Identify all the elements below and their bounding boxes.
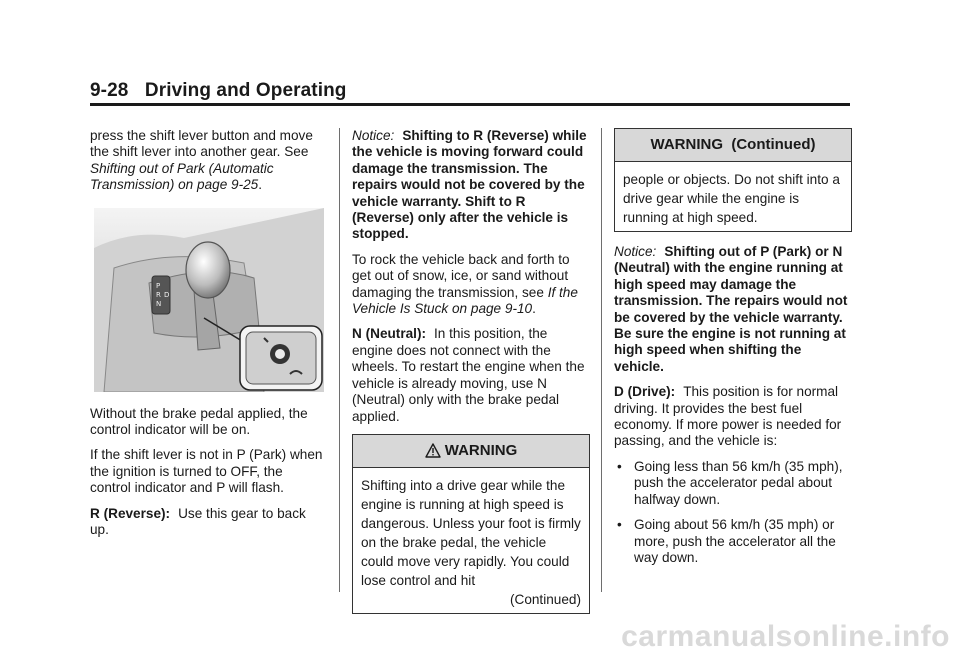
warning-text: Shifting into a drive gear while the engine is running at high speed is dangerous. Unless your foot is firmly on the brake pedal, the vehicle could move very rapidly. You could lose control and hit — [361, 477, 581, 588]
shift-lever-illustration — [94, 208, 324, 392]
bullet-icon: • — [617, 517, 622, 533]
warning-body — [353, 468, 589, 613]
warning-continued-header: WARNING (Continued) — [615, 129, 851, 162]
notice-reverse: Notice: Shifting to R (Reverse) while the vehicle is moving forward could damage the transmission. The repairs would not be covered by the vehicle warranty. Shift to R (Reverse) only after the vehicle is stopped. — [352, 128, 587, 242]
column-2 — [352, 128, 590, 626]
list-item: • Going about 56 km/h (35 mph) or more, push the accelerator all the way down. — [617, 517, 836, 565]
notice-label: Notice: — [352, 128, 395, 143]
svg-text:P: P — [156, 281, 161, 290]
column-3 — [614, 128, 852, 575]
warning-continued-text: people or objects. Do not shift into a drive gear while the engine is running at high speed. — [623, 172, 840, 225]
warning-continued-box — [614, 128, 852, 232]
header-rule — [90, 103, 850, 106]
section-title: Driving and Operating — [144, 80, 347, 101]
paragraph-brake-indicator: Without the brake pedal applied, the control indicator will be on. — [90, 405, 308, 438]
paragraph-shift-flash: If the shift lever is not in P (Park) when the ignition is turned to OFF, the control indicator and P will flash. — [90, 447, 323, 496]
paragraph-rock-vehicle: To rock the vehicle back and forth to get out of snow, ice, or sand without damaging the transmission, see If the Vehicle Is Stuck on page 9-10. — [352, 251, 578, 317]
page-number: 9-28 — [90, 80, 129, 101]
svg-text:N: N — [156, 299, 162, 308]
warning-box — [352, 434, 590, 614]
notice-park-neutral: Notice: Shifting out of P (Park) or N (Neutral) with the engine running at high speed may damage the transmission. The repairs would not be covered by the vehicle warranty. Be sure the engine is not running at high speed when shifting the vehicle. — [614, 244, 848, 374]
column-1 — [90, 128, 326, 547]
paragraph-reverse: R (Reverse): Use this gear to back up. — [90, 505, 306, 538]
watermark: carmanualsonline.info — [621, 620, 950, 653]
notice-label: Notice: — [614, 244, 657, 259]
column-divider-1 — [339, 128, 340, 592]
svg-text:R: R — [156, 290, 161, 299]
bullet-icon: • — [617, 458, 622, 474]
warning-header — [353, 435, 589, 468]
list-item: • Going less than 56 km/h (35 mph), push the accelerator pedal about halfway down. — [617, 458, 843, 507]
paragraph-neutral: N (Neutral): In this position, the engine does not connect with the wheels. To restart the engine when the vehicle is already moving, use N (Neutral) only with the brake pedal applied. — [352, 326, 585, 424]
column-divider-2 — [601, 128, 602, 592]
cross-reference-link[interactable]: Shifting out of Park (Automatic Transmission) on page 9-25 — [90, 160, 274, 193]
svg-text:D: D — [164, 290, 170, 299]
paragraph-shift-lever: press the shift lever button and move the shift lever into another gear. See Shifting out of Park (Automatic Transmission) on page 9-25. — [90, 128, 313, 193]
drive-bullet-list — [614, 459, 852, 566]
page-header — [90, 80, 850, 102]
warning-triangle-icon — [425, 443, 441, 458]
paragraph-drive: D (Drive): This position is for normal driving. It provides the best fuel economy. If more power is needed for passing, and the vehicle is: — [614, 384, 842, 449]
continued-label: (Continued) — [509, 591, 581, 607]
cross-reference-link[interactable]: If the Vehicle Is Stuck on page 9-10 — [352, 284, 578, 317]
warning-title: WARNING — [444, 441, 518, 459]
